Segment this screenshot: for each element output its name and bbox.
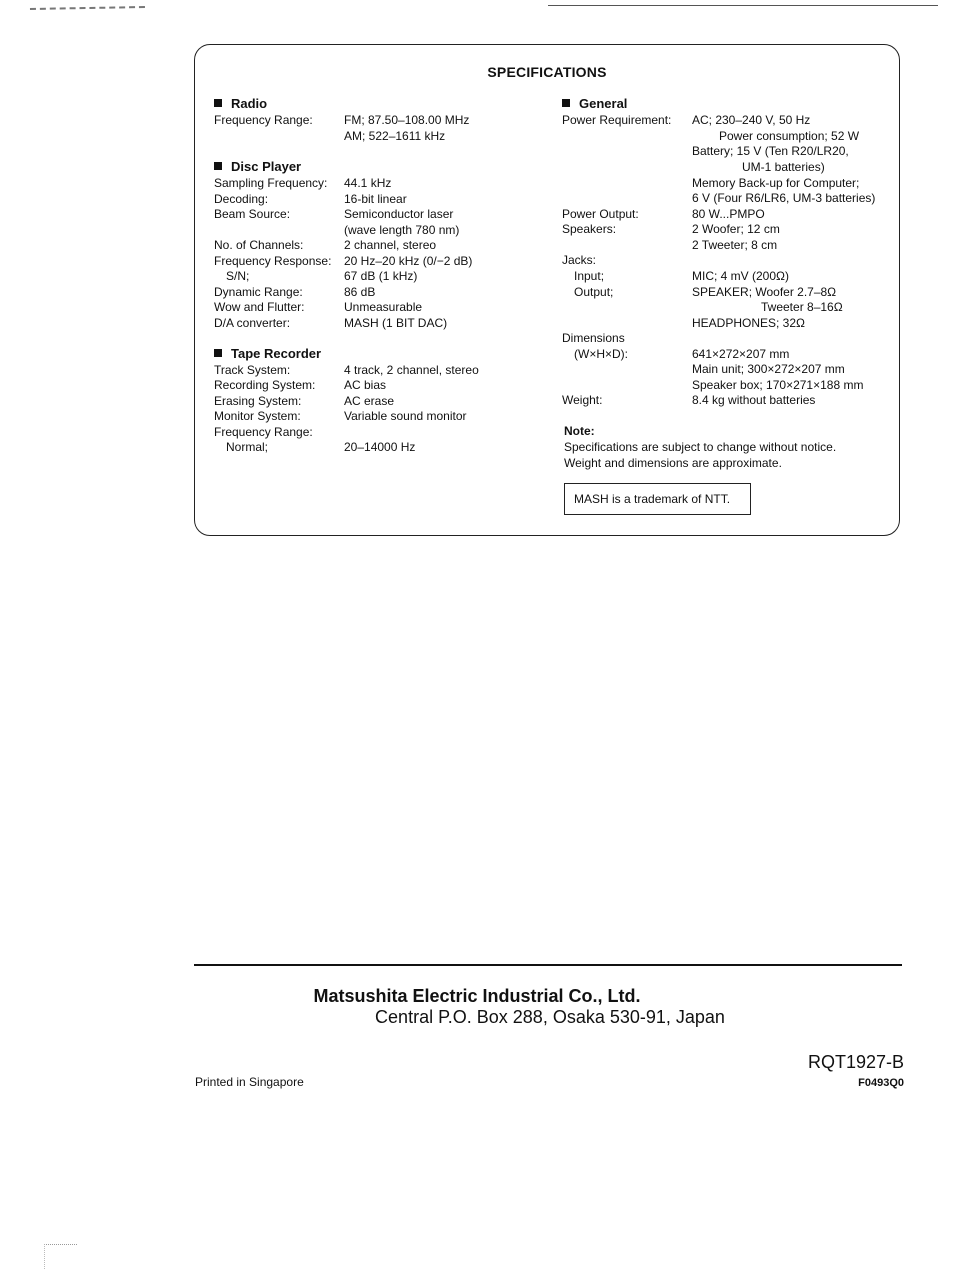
spec-label: (W×H×D): — [574, 347, 628, 361]
document-number: RQT1927-B — [807, 1052, 904, 1072]
spec-value: Main unit; 300×272×207 mm — [692, 362, 845, 376]
spec-value: Memory Back-up for Computer; — [692, 176, 860, 190]
spec-value: 44.1 kHz — [344, 176, 392, 190]
spec-value: AC bias — [344, 378, 387, 392]
spec-value: AC; 230–240 V, 50 Hz — [692, 113, 811, 127]
spec-label: Wow and Flutter: — [214, 300, 305, 314]
specifications-title: SPECIFICATIONS — [487, 64, 607, 80]
spec-label: S/N; — [226, 269, 250, 283]
spec-value: 2 channel, stereo — [344, 238, 437, 252]
spec-label: Decoding: — [214, 192, 269, 206]
note-line: Specifications are subject to change without notice. — [564, 440, 837, 454]
spec-value: Variable sound monitor — [344, 409, 467, 423]
spec-value: 86 dB — [344, 285, 376, 299]
spec-value: Semiconductor laser — [344, 207, 454, 221]
scan-artifact-mark — [44, 1244, 77, 1269]
print-scratch-mark — [30, 6, 145, 14]
spec-value: 20 Hz–20 kHz (0/−2 dB) — [344, 254, 473, 268]
note-title: Note: — [564, 424, 595, 438]
company-name: Matsushita Electric Industrial Co., Ltd. — [313, 986, 641, 1006]
bullet-square-icon — [214, 99, 222, 107]
spec-value: 2 Tweeter; 8 cm — [692, 238, 778, 252]
spec-value: 6 V (Four R6/LR6, UM-3 batteries) — [692, 191, 876, 205]
footer-divider — [194, 964, 902, 966]
spec-label: Track System: — [214, 363, 291, 377]
spec-value: SPEAKER; Woofer 2.7–8Ω — [692, 285, 837, 299]
spec-value: 8.4 kg without batteries — [692, 393, 816, 407]
bullet-square-icon — [214, 162, 222, 170]
note-line: Weight and dimensions are approximate. — [564, 456, 782, 470]
spec-value: Tweeter 8–16Ω — [761, 300, 843, 314]
spec-label: Recording System: — [214, 378, 316, 392]
spec-value: AM; 522–1611 kHz — [344, 129, 446, 143]
spec-label: Weight: — [562, 393, 603, 407]
spec-value: Speaker box; 170×271×188 mm — [692, 378, 864, 392]
spec-label: Dimensions — [562, 331, 625, 345]
spec-value: AC erase — [344, 394, 395, 408]
spec-label: Monitor System: — [214, 409, 301, 423]
spec-label: Output; — [574, 285, 614, 299]
spec-label: Erasing System: — [214, 394, 302, 408]
spec-label: Normal; — [226, 440, 269, 454]
bullet-square-icon — [214, 349, 222, 357]
spec-label: Speakers: — [562, 222, 617, 236]
top-edge-line — [548, 5, 938, 6]
spec-label: Frequency Response: — [214, 254, 332, 268]
spec-value: 4 track, 2 channel, stereo — [344, 363, 479, 377]
specifications-box — [194, 44, 900, 536]
spec-label: Power Requirement: — [562, 113, 672, 127]
spec-value: Unmeasurable — [344, 300, 423, 314]
spec-label: Dynamic Range: — [214, 285, 303, 299]
section-heading-radio: Radio — [214, 96, 267, 111]
spec-label: Frequency Range: — [214, 425, 313, 439]
spec-value: Power consumption; 52 W — [719, 129, 860, 143]
spec-value: 2 Woofer; 12 cm — [692, 222, 780, 236]
spec-label: Power Output: — [562, 207, 639, 221]
spec-value: MASH (1 BIT DAC) — [344, 316, 448, 330]
spec-value: 20–14000 Hz — [344, 440, 416, 454]
section-heading-general: General — [562, 96, 627, 111]
spec-label: Input; — [574, 269, 605, 283]
spec-value: 80 W...PMPO — [692, 207, 765, 221]
spec-value: 67 dB (1 kHz) — [344, 269, 418, 283]
spec-label: Jacks: — [562, 253, 597, 267]
spec-value: Battery; 15 V (Ten R20/LR20, — [692, 144, 849, 158]
print-code: F0493Q0 — [858, 1077, 904, 1089]
spec-value: UM-1 batteries) — [742, 160, 825, 174]
spec-value: HEADPHONES; 32Ω — [692, 316, 806, 330]
spec-label: Sampling Frequency: — [214, 176, 328, 190]
company-address: Central P.O. Box 288, Osaka 530-91, Japan — [375, 1007, 725, 1027]
spec-value: 16-bit linear — [344, 192, 407, 206]
spec-label: No. of Channels: — [214, 238, 304, 252]
printed-in: Printed in Singapore — [195, 1075, 304, 1089]
bullet-square-icon — [562, 99, 570, 107]
spec-value: 641×272×207 mm — [692, 347, 790, 361]
spec-value: MIC; 4 mV (200Ω) — [692, 269, 789, 283]
section-heading-disc-player: Disc Player — [214, 159, 301, 174]
spec-value: FM; 87.50–108.00 MHz — [344, 113, 470, 127]
spec-label: Beam Source: — [214, 207, 291, 221]
section-heading-tape-recorder: Tape Recorder — [214, 346, 321, 361]
spec-label: D/A converter: — [214, 316, 291, 330]
trademark-notice: MASH is a trademark of NTT. — [564, 483, 751, 515]
spec-label: Frequency Range: — [214, 113, 313, 127]
spec-value: (wave length 780 nm) — [344, 223, 460, 237]
